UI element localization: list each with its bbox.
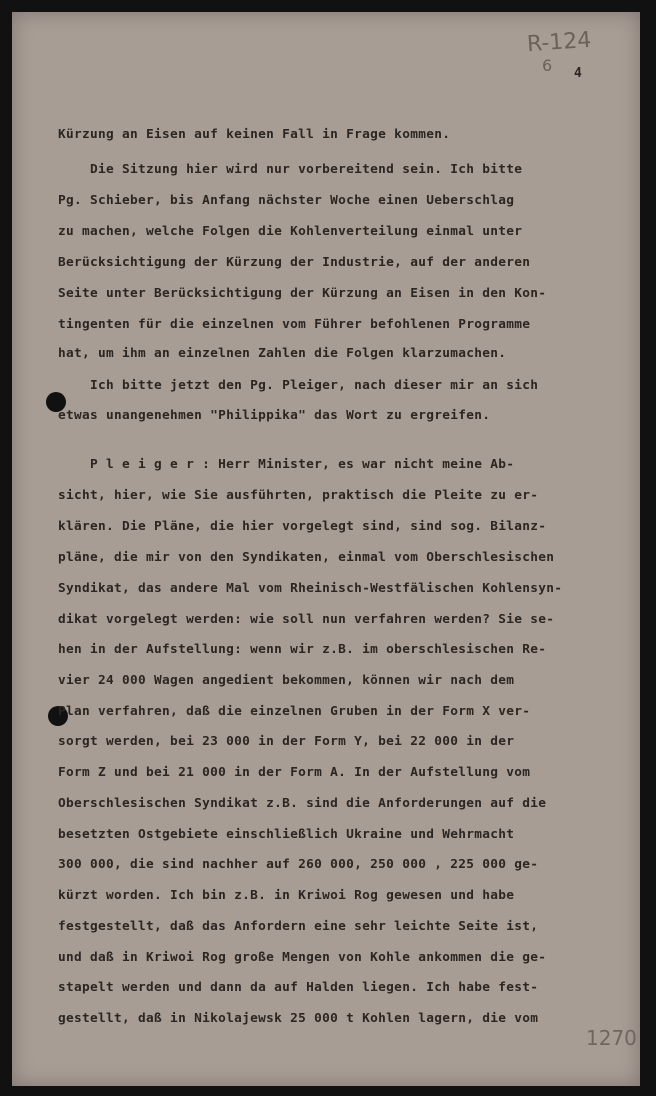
text-line: Syndikat, das andere Mal vom Rheinisch-Westfälischen Kohlensyn- [58,581,563,596]
text-line: Pg. Schieber, bis Anfang nächster Woche einen Ueberschlag [58,193,515,208]
handwritten-corner-note: R-124 [526,27,593,58]
archive-stamp-number: 1270 [586,1026,637,1050]
text-line: dikat vorgelegt werden: wie soll nun verfahren werden? Sie se- [58,612,555,627]
text-line: Seite unter Berücksichtigung der Kürzung an Eisen in den Kon- [58,286,547,301]
text-line: 300 000, die sind nachher auf 260 000, 250 000 , 225 000 ge- [58,857,539,872]
handwritten-corner-subnote: 6 [542,56,553,75]
text-line: hen in der Aufstellung: wenn wir z.B. im oberschlesischen Re- [58,642,547,657]
document-page [12,12,640,1086]
text-line: Plan verfahren, daß die einzelnen Gruben in der Form X ver- [58,704,531,719]
text-line: pläne, die mir von den Syndikaten, einmal vom Oberschlesischen [58,550,555,565]
page-number: 4 [574,66,582,81]
text-line: Kürzung an Eisen auf keinen Fall in Frage kommen. [58,127,451,142]
text-line: kürzt worden. Ich bin z.B. in Kriwoi Rog gewesen und habe [58,888,515,903]
text-line: etwas unangenehmen "Philippika" das Wort zu ergreifen. [58,408,491,423]
text-line: tingenten für die einzelnen vom Führer befohlenen Programme [58,317,531,332]
text-line: sicht, hier, wie Sie ausführten, praktisch die Pleite zu er- [58,488,539,503]
text-line: sorgt werden, bei 23 000 in der Form Y, bei 22 000 in der [58,734,515,749]
text-line: gestellt, daß in Nikolajewsk 25 000 t Kohlen lagern, die vom [58,1011,539,1026]
text-line: klären. Die Pläne, die hier vorgelegt sind, sind sog. Bilanz- [58,519,547,534]
text-line: Ich bitte jetzt den Pg. Pleiger, nach dieser mir an sich [58,378,539,393]
text-line: Berücksichtigung der Kürzung der Industrie, auf der anderen [58,255,531,270]
text-line: Die Sitzung hier wird nur vorbereitend sein. Ich bitte [58,162,523,177]
text-line: festgestellt, daß das Anfordern eine sehr leichte Seite ist, [58,919,539,934]
text-line: hat, um ihm an einzelnen Zahlen die Folgen klarzumachen. [58,346,507,361]
text-line: Oberschlesischen Syndikat z.B. sind die Anforderungen auf die [58,796,547,811]
text-line: und daß in Kriwoi Rog große Mengen von Kohle ankommen die ge- [58,950,547,965]
text-line: zu machen, welche Folgen die Kohlenverteilung einmal unter [58,224,523,239]
text-line: stapelt werden und dann da auf Halden liegen. Ich habe fest- [58,980,539,995]
text-line: Form Z und bei 21 000 in der Form A. In der Aufstellung vom [58,765,531,780]
text-line: vier 24 000 Wagen angedient bekommen, können wir nach dem [58,673,515,688]
text-line: P l e i g e r : Herr Minister, es war nicht meine Ab- [58,457,515,472]
text-line: besetzten Ostgebiete einschließlich Ukraine und Wehrmacht [58,827,515,842]
